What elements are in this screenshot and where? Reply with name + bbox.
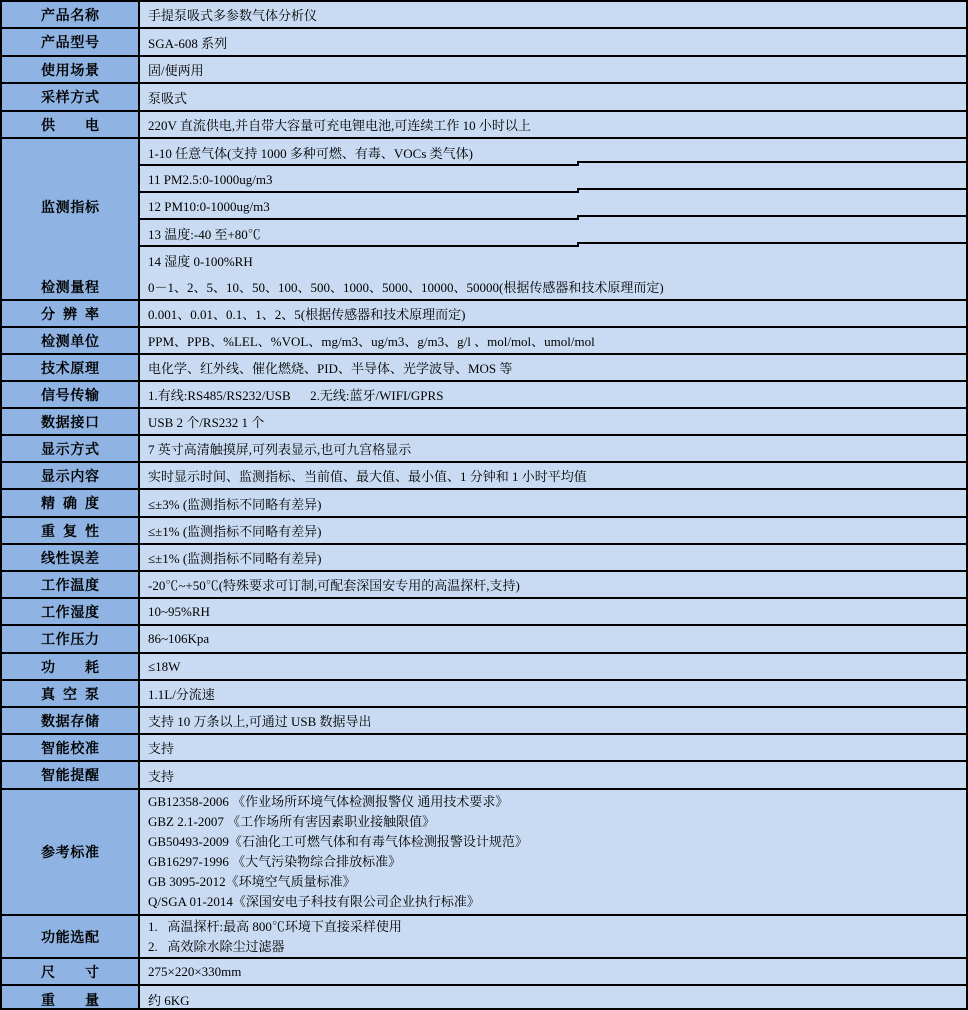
row-label: 工 作 温 度 (41, 576, 99, 593)
row-data-storage (2, 708, 966, 735)
row-label: 尺 寸 (41, 963, 99, 980)
row-value: 支持 10 万条以上,可通过 USB 数据导出 (140, 708, 966, 733)
row-signal-transmission (2, 382, 966, 409)
row-label: 数 据 存 储 (41, 712, 99, 729)
row-value: PPM、PPB、%LEL、%VOL、mg/m3、ug/m3、g/m3、g/l 、mol/mol、umol/mol (140, 328, 966, 353)
row-accuracy (2, 490, 966, 518)
row-power-supply (2, 112, 966, 139)
row-value: 1.有线:RS485/RS232/USB 2.无线:蓝牙/WIFI/GPRS (140, 382, 966, 407)
row-vacuum-pump (2, 681, 966, 708)
row-working-temperature (2, 572, 966, 599)
sub-value: 11 PM2.5:0-1000ug/m3 (148, 171, 273, 187)
divider (577, 161, 966, 163)
row-label: 功 能 选 配 (41, 928, 99, 945)
row-value: 电化学、红外线、催化燃烧、PID、半导体、光学波导、MOS 等 (140, 355, 966, 380)
row-label: 显 示 内 容 (41, 467, 99, 484)
row-value: ≤18W (140, 654, 966, 679)
row-value: 实时显示时间、监测指标、当前值、最大值、最小值、1 分钟和 1 小时平均值 (140, 463, 966, 488)
row-label: 采 样 方 式 (41, 89, 99, 105)
row-value: 支持 (140, 735, 966, 760)
row-smart-calibration (2, 735, 966, 762)
row-label: 智 能 校 准 (41, 739, 99, 756)
sub-value: 13 温度:-40 至+80℃ (148, 227, 261, 242)
monitoring-sub-row (140, 166, 966, 193)
row-technical-principle (2, 355, 966, 382)
standard-line: GBZ 2.1-2007 《工作场所有害因素职业接触限值》 (148, 814, 436, 829)
row-value: 0.001、0.01、0.1、1、2、5(根据传感器和技术原理而定) (140, 301, 966, 326)
row-value: ≤±3% (监测指标不同略有差异) (140, 490, 966, 516)
row-label: 数 据 接 口 (41, 413, 99, 430)
row-value: USB 2 个/RS232 1 个 (140, 409, 966, 434)
row-sampling-method (2, 84, 966, 112)
row-value: 7 英寸高清触摸屏,可列表显示,也可九宫格显示 (140, 436, 966, 461)
row-working-humidity (2, 599, 966, 626)
row-value: 约 6KG (140, 986, 966, 1010)
row-product-name (2, 2, 966, 29)
row-smart-reminder (2, 762, 966, 790)
monitoring-sub-row (140, 220, 966, 247)
row-value: 275×220×330mm (140, 959, 966, 984)
divider (577, 242, 966, 244)
row-data-interface (2, 409, 966, 436)
row-value: 泵吸式 (140, 84, 966, 110)
row-detection-range (2, 274, 966, 301)
row-label: 分 辨 率 (41, 305, 99, 322)
row-label: 检 测 单 位 (41, 332, 99, 349)
option-line: 2. 高效除水除尘过滤器 (148, 938, 285, 954)
row-label: 工 作 压 力 (41, 631, 99, 647)
row-value: 固/便两用 (140, 57, 966, 82)
row-resolution (2, 301, 966, 328)
row-label: 使 用 场 景 (41, 61, 99, 78)
row-label: 线 性 误 差 (41, 549, 99, 566)
monitoring-sub-row (140, 247, 966, 274)
row-label: 显 示 方 式 (41, 440, 99, 457)
row-usage-scenario (2, 57, 966, 84)
row-label: 产 品 名 称 (41, 6, 99, 23)
row-value: 220V 直流供电,并自带大容量可充电锂电池,可连续工作 10 小时以上 (140, 112, 966, 137)
row-value: 支持 (140, 762, 966, 788)
row-label: 真 空 泵 (41, 685, 99, 702)
row-label: 检 测 量 程 (41, 278, 99, 295)
row-dimensions (2, 959, 966, 986)
row-value: 10~95%RH (140, 599, 966, 624)
row-value: 1.1L/分流速 (140, 681, 966, 706)
standard-line: Q/SGA 01-2014《深国安电子科技有限公司企业执行标准》 (148, 894, 480, 909)
row-label: 信 号 传 输 (41, 386, 99, 403)
row-value: 0－1、2、5、10、50、100、500、1000、5000、10000、50000(根据传感器和技术原理而定) (140, 274, 966, 299)
monitoring-sub-row (140, 193, 966, 220)
row-repeatability (2, 518, 966, 545)
option-line: 1. 高温探杆:最高 800℃环境下直接采样使用 (148, 918, 402, 934)
row-value: ≤±1% (监测指标不同略有差异) (140, 518, 966, 543)
row-reference-standards (2, 790, 966, 916)
row-label: 重 复 性 (41, 522, 99, 539)
row-label: 参 考 标 准 (41, 844, 99, 860)
divider (577, 215, 966, 217)
row-display-mode (2, 436, 966, 463)
row-monitoring-indicators (2, 139, 966, 274)
row-value: 手提泵吸式多参数气体分析仪 (140, 2, 966, 27)
row-label: 供 电 (41, 116, 99, 133)
monitoring-sub-row (140, 139, 966, 166)
row-working-pressure (2, 626, 966, 654)
row-detection-unit (2, 328, 966, 355)
sub-value: 14 湿度 0-100%RH (148, 254, 253, 269)
row-linearity-error (2, 545, 966, 572)
row-label: 精 确 度 (41, 495, 99, 511)
standard-line: GB50493-2009《石油化工可燃气体和有毒气体检测报警设计规范》 (148, 834, 528, 849)
row-label: 功 耗 (41, 658, 99, 675)
row-label: 监 测 指 标 (41, 198, 99, 215)
sub-value: 12 PM10:0-1000ug/m3 (148, 198, 270, 214)
row-label: 技 术 原 理 (41, 359, 99, 376)
row-label: 工 作 湿 度 (41, 603, 99, 620)
row-label: 智 能 提 醒 (41, 767, 99, 783)
row-value: 86~106Kpa (140, 626, 966, 652)
row-product-model (2, 29, 966, 57)
row-weight (2, 986, 966, 1010)
row-value: -20℃~+50℃(特殊要求可订制,可配套深国安专用的高温探杆,支持) (140, 572, 966, 597)
standard-line: GB12358-2006 《作业场所环境气体检测报警仪 通用技术要求》 (148, 794, 509, 809)
standard-line: GB 3095-2012《环境空气质量标准》 (148, 874, 356, 889)
standard-line: GB16297-1996 《大气污染物综合排放标准》 (148, 854, 402, 869)
row-display-content (2, 463, 966, 490)
row-label: 产 品 型 号 (41, 34, 99, 50)
row-value: SGA-608 系列 (140, 29, 966, 55)
row-label: 重 量 (41, 991, 99, 1008)
row-value: ≤±1% (监测指标不同略有差异) (140, 545, 966, 570)
divider (577, 188, 966, 190)
row-optional-features (2, 916, 966, 959)
row-power-consumption (2, 654, 966, 681)
sub-value: 1-10 任意气体(支持 1000 多种可燃、有毒、VOCs 类气体) (148, 146, 473, 161)
